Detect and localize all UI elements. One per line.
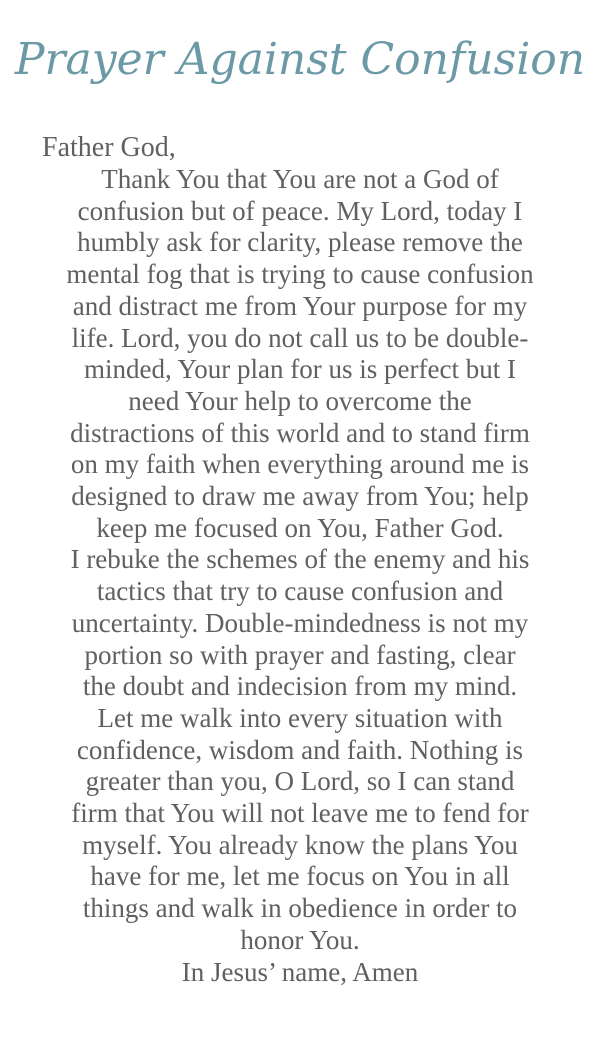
prayer-line: firm that You will not leave me to fend for — [71, 798, 529, 829]
page-title: Prayer Against Confusion — [14, 34, 586, 85]
prayer-line: honor You. — [240, 924, 360, 955]
prayer-line: distractions of this world and to stand firm — [70, 417, 530, 448]
prayer-line: tactics that try to cause confusion and — [96, 576, 504, 607]
prayer-line: portion so with prayer and fasting, clear — [84, 639, 516, 670]
prayer-line: and distract me from Your purpose for my — [72, 290, 528, 321]
prayer-line: minded, Your plan for us is perfect but I — [84, 354, 516, 385]
prayer-line: I rebuke the schemes of the enemy and his — [70, 544, 530, 575]
closing-line: In Jesus’ name, Amen — [181, 956, 419, 987]
prayer-line: Let me walk into every situation with — [97, 702, 503, 733]
prayer-line: have for me, let me focus on You in all — [90, 861, 510, 892]
prayer-line: need Your help to overcome the — [128, 385, 472, 416]
prayer-line: the doubt and indecision from my mind. — [82, 671, 518, 702]
prayer-line: humbly ask for clarity, please remove the — [77, 227, 523, 258]
prayer-line: life. Lord, you do not call us to be double- — [71, 322, 529, 353]
prayer-line: Thank You that You are not a God of — [101, 164, 499, 194]
prayer-line: mental fog that is trying to cause confusion — [66, 259, 534, 290]
salutation: Father God, — [42, 132, 176, 163]
prayer-line: designed to draw me away from You; help — [71, 481, 529, 512]
prayer-line: keep me focused on You, Father God. — [96, 512, 504, 543]
prayer-line: confidence, wisdom and faith. Nothing is — [76, 734, 524, 765]
prayer-line: confusion but of peace. My Lord, today I — [77, 195, 523, 226]
prayer-line: uncertainty. Double-mindedness is not my — [71, 607, 529, 638]
prayer-line: myself. You already know the plans You — [82, 829, 518, 860]
prayer-line: on my faith when everything around me is — [70, 449, 530, 480]
prayer-line: greater than you, O Lord, so I can stand — [85, 766, 515, 797]
prayer-body — [30, 164, 570, 988]
prayer-line: things and walk in obedience in order to — [82, 893, 518, 924]
